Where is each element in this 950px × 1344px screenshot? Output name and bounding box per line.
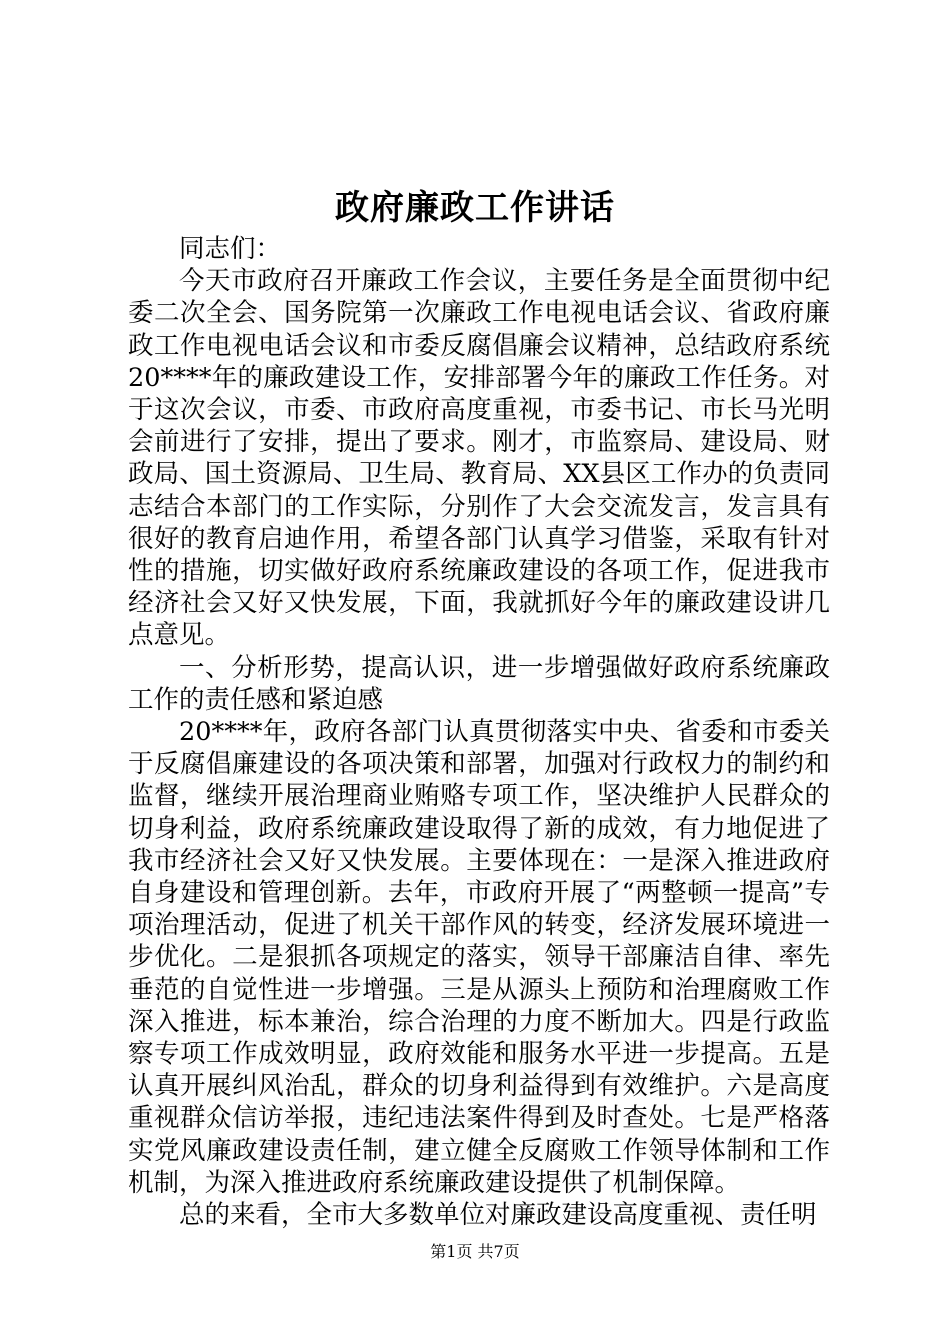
paragraph: 20****年，政府各部门认真贯彻落实中央、省委和市委关于反腐倡廉建设的各项决策和部署，加强对行政权力的制约和监督，继续开展治理商业贿赂专项工作，坚决维护人民群众的切身利益，政府系统廉政建设取得了新的成效，有力地促进了我市经济社会又好又快发展。主要体现在：一是深入推进政府自身建设和管理创新。去年，市政府开展了“两整顿一提高”专项治理活动，促进了机关干部作风的转变，经济发展环境进一步优化。二是狠抓各项规定的落实，领导干部廉洁自律、率先垂范的自觉性进一步增强。三是从源头上预防和治理腐败工作深入推进，标本兼治，综合治理的力度不断加大。四是行政监察专项工作成效明显，政府效能和服务水平进一步提高。五是认真开展纠风治乱，群众的切身利益得到有效维护。六是高度重视群众信访举报，违纪违法案件得到及时查处。七是严格落实党风廉政建设责任制，建立健全反腐败工作领导体制和工作机制，为深入推进政府系统廉政建设提供了机制保障。 (128, 717, 830, 1198)
paragraph: 总的来看，全市大多数单位对廉政建设高度重视、责任明 (179, 1200, 817, 1231)
page-footer: 第1页 共7页 (430, 1242, 520, 1261)
document-title: 政府廉政工作讲话 (335, 188, 615, 228)
greeting: 同志们： (179, 234, 282, 264)
document-body (128, 233, 830, 1231)
paragraph: 今天市政府召开廉政工作会议，主要任务是全面贯彻中纪委二次全会、国务院第一次廉政工作电视电话会议、省政府廉政工作电视电话会议和市委反腐倡廉会议精神，总结政府系统20****年的廉政建设工作，安排部署今年的廉政工作任务。对于这次会议，市委、市政府高度重视，市委书记、市长马光明会前进行了安排，提出了要求。刚才，市监察局、建设局、财政局、国土资源局、卫生局、教育局、XX县区工作办的负责同志结合本部门的工作实际，分别作了大会交流发言，发言具有很好的教育启迪作用，希望各部门认真学习借鉴，采取有针对性的措施，切实做好政府系统廉政建设的各项工作，促进我市经济社会又好又快发展，下面，我就抓好今年的廉政建设讲几点意见。 (128, 266, 830, 651)
section-heading: 一、分析形势，提高认识，进一步增强做好政府系统廉政工作的责任感和紧迫感 (128, 652, 830, 715)
